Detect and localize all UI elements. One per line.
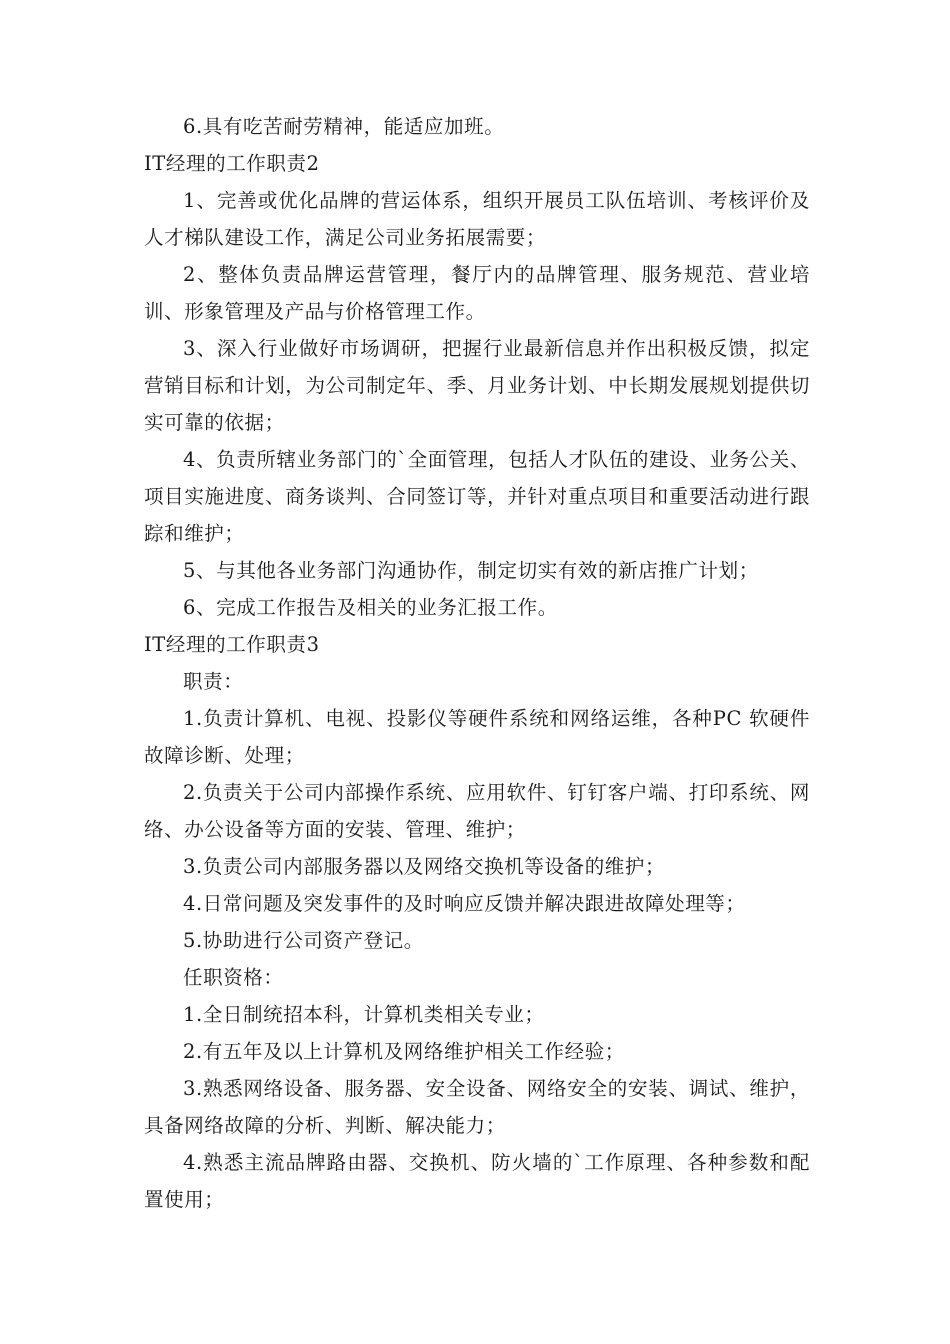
- paragraph: 4.熟悉主流品牌路由器、交换机、防火墙的`工作原理、各种参数和配置使用；: [144, 1151, 810, 1211]
- paragraph: 1、完善或优化品牌的营运体系，组织开展员工队伍培训、考核评价及人才梯队建设工作，满足公司业务拓展需要；: [144, 189, 810, 249]
- paragraph: 3.熟悉网络设备、服务器、安全设备、网络安全的安装、调试、维护，具备网络故障的分析、判断、解决能力；: [144, 1077, 810, 1137]
- paragraph: 6.具有吃苦耐劳精神，能适应加班。: [183, 115, 505, 138]
- paragraph: 3、深入行业做好市场调研，把握行业最新信息并作出积极反馈，拟定营销目标和计划，为公司制定年、季、月业务计划、中长期发展规划提供切实可靠的依据；: [144, 337, 810, 434]
- document-body: [144, 108, 810, 1218]
- paragraph: 1.负责计算机、电视、投影仪等硬件系统和网络运维，各种PC 软硬件故障诊断、处理；: [144, 707, 810, 767]
- section-heading: IT经理的工作职责2: [144, 152, 320, 175]
- paragraph: 6、完成工作报告及相关的业务汇报工作。: [183, 596, 558, 619]
- section-heading: IT经理的工作职责3: [144, 633, 320, 656]
- paragraph: 4、负责所辖业务部门的`全面管理，包括人才队伍的建设、业务公关、项目实施进度、商务谈判、合同签订等，并针对重点项目和重要活动进行跟踪和维护；: [144, 448, 810, 545]
- paragraph: 2、整体负责品牌运营管理，餐厅内的品牌管理、服务规范、营业培训、形象管理及产品与价格管理工作。: [144, 263, 810, 323]
- subheading-duties: 职责：: [183, 670, 244, 693]
- paragraph: 4.日常问题及突发事件的及时响应反馈并解决跟进故障处理等；: [183, 892, 746, 915]
- paragraph: 2.有五年及以上计算机及网络维护相关工作经验；: [183, 1040, 625, 1063]
- paragraph: 5.协助进行公司资产登记。: [183, 929, 424, 952]
- paragraph: 5、与其他各业务部门沟通协作，制定切实有效的新店推广计划；: [183, 559, 759, 582]
- paragraph: 3.负责公司内部服务器以及网络交换机等设备的维护；: [183, 855, 666, 878]
- paragraph: 1.全日制统招本科，计算机类相关专业；: [183, 1003, 545, 1026]
- subheading-qualifications: 任职资格：: [183, 966, 284, 989]
- paragraph: 2.负责关于公司内部操作系统、应用软件、钉钉客户端、打印系统、网络、办公设备等方面的安装、管理、维护；: [144, 781, 810, 841]
